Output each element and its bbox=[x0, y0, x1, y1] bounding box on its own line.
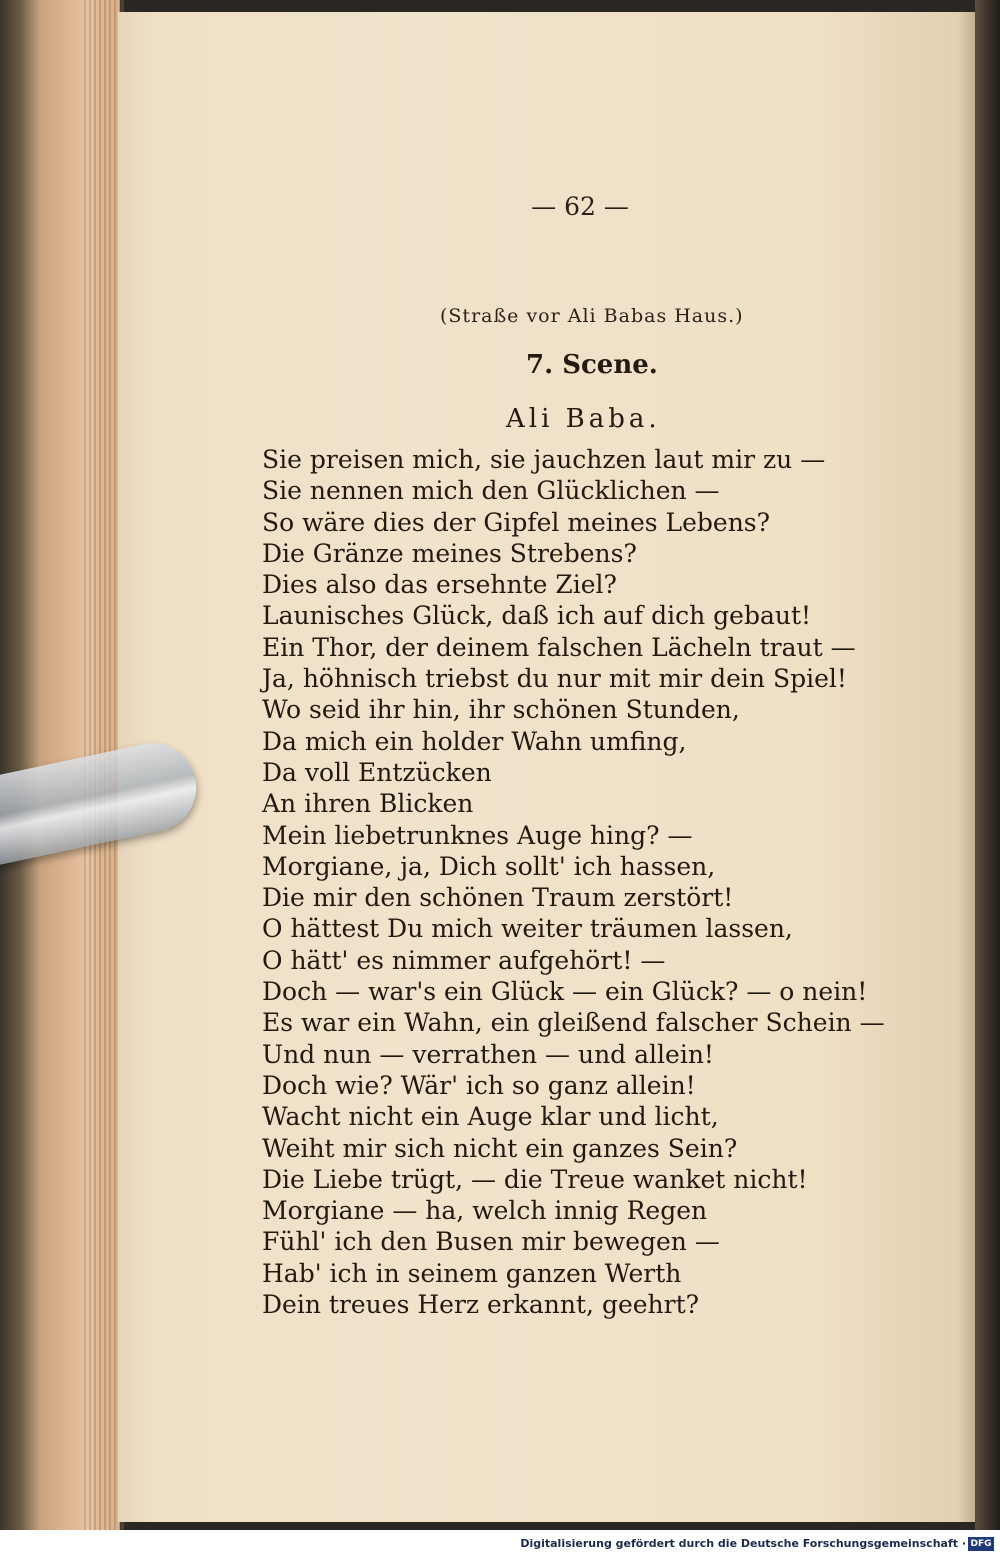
verse-line: Doch wie? Wär' ich so ganz allein! bbox=[262, 1070, 696, 1100]
verse-line: Da mich ein holder Wahn umfing, bbox=[262, 726, 687, 756]
verse-line: Dies also das ersehnte Ziel? bbox=[262, 570, 617, 600]
verse-line: So wäre dies der Gipfel meines Lebens? bbox=[262, 507, 771, 537]
verse-line: Und nun — verrathen — und allein! bbox=[262, 1039, 714, 1069]
verse-line: Weiht mir sich nicht ein ganzes Sein? bbox=[262, 1133, 738, 1163]
verse-line: O hätt' es nimmer aufgehört! — bbox=[262, 945, 666, 975]
verse-line: Mein liebetrunknes Auge hing? — bbox=[262, 820, 693, 850]
verse-line: Fühl' ich den Busen mir bewegen — bbox=[262, 1227, 720, 1257]
verse-line: Da voll Entzücken bbox=[262, 757, 492, 787]
verse-line: Dein treues Herz erkannt, geehrt? bbox=[262, 1290, 700, 1320]
verse-line: Morgiane, ja, Dich sollt' ich hassen, bbox=[262, 851, 716, 881]
scene-title: 7. Scene. bbox=[526, 350, 658, 380]
verse-line: Wacht nicht ein Auge klar und licht, bbox=[262, 1102, 719, 1132]
verse-line: Morgiane — ha, welch innig Regen bbox=[262, 1196, 708, 1226]
verse-line: Launisches Glück, daß ich auf dich gebaut! bbox=[262, 601, 812, 631]
verse-line: Doch — war's ein Glück — ein Glück? — o nein! bbox=[262, 977, 868, 1007]
verse-line: Sie nennen mich den Glücklichen — bbox=[262, 476, 720, 506]
verse-line: O hättest Du mich weiter träumen lassen, bbox=[262, 914, 793, 944]
verse-line: Die Gränze meines Strebens? bbox=[262, 538, 637, 568]
verse-line: An ihren Blicken bbox=[262, 789, 474, 819]
stage-direction: (Straße vor Ali Babas Haus.) bbox=[440, 305, 744, 327]
verse-text bbox=[262, 444, 942, 1320]
dfg-logo: DFG bbox=[968, 1537, 994, 1551]
verse-line: Ein Thor, der deinem falschen Lächeln traut — bbox=[262, 632, 856, 662]
verse-line: Die Liebe trügt, — die Treue wanket nicht! bbox=[262, 1164, 808, 1194]
verse-line: Wo seid ihr hin, ihr schönen Stunden, bbox=[262, 695, 740, 725]
verse-line: Ja, höhnisch triebst du nur mit mir dein Spiel! bbox=[262, 664, 847, 694]
book-spine-right bbox=[975, 0, 1000, 1530]
verse-line: Es war ein Wahn, ein gleißend falscher Schein — bbox=[262, 1008, 885, 1038]
page-number: — 62 — bbox=[531, 192, 629, 221]
funding-credit: Digitalisierung gefördert durch die Deutsche Forschungsgemeinschaft · bbox=[520, 1537, 966, 1550]
verse-line: Die mir den schönen Traum zerstört! bbox=[262, 883, 734, 913]
verse-line: Hab' ich in seinem ganzen Werth bbox=[262, 1258, 682, 1288]
verse-line: Sie preisen mich, sie jauchzen laut mir zu — bbox=[262, 445, 826, 474]
speaker-name: Ali Baba. bbox=[506, 404, 661, 434]
